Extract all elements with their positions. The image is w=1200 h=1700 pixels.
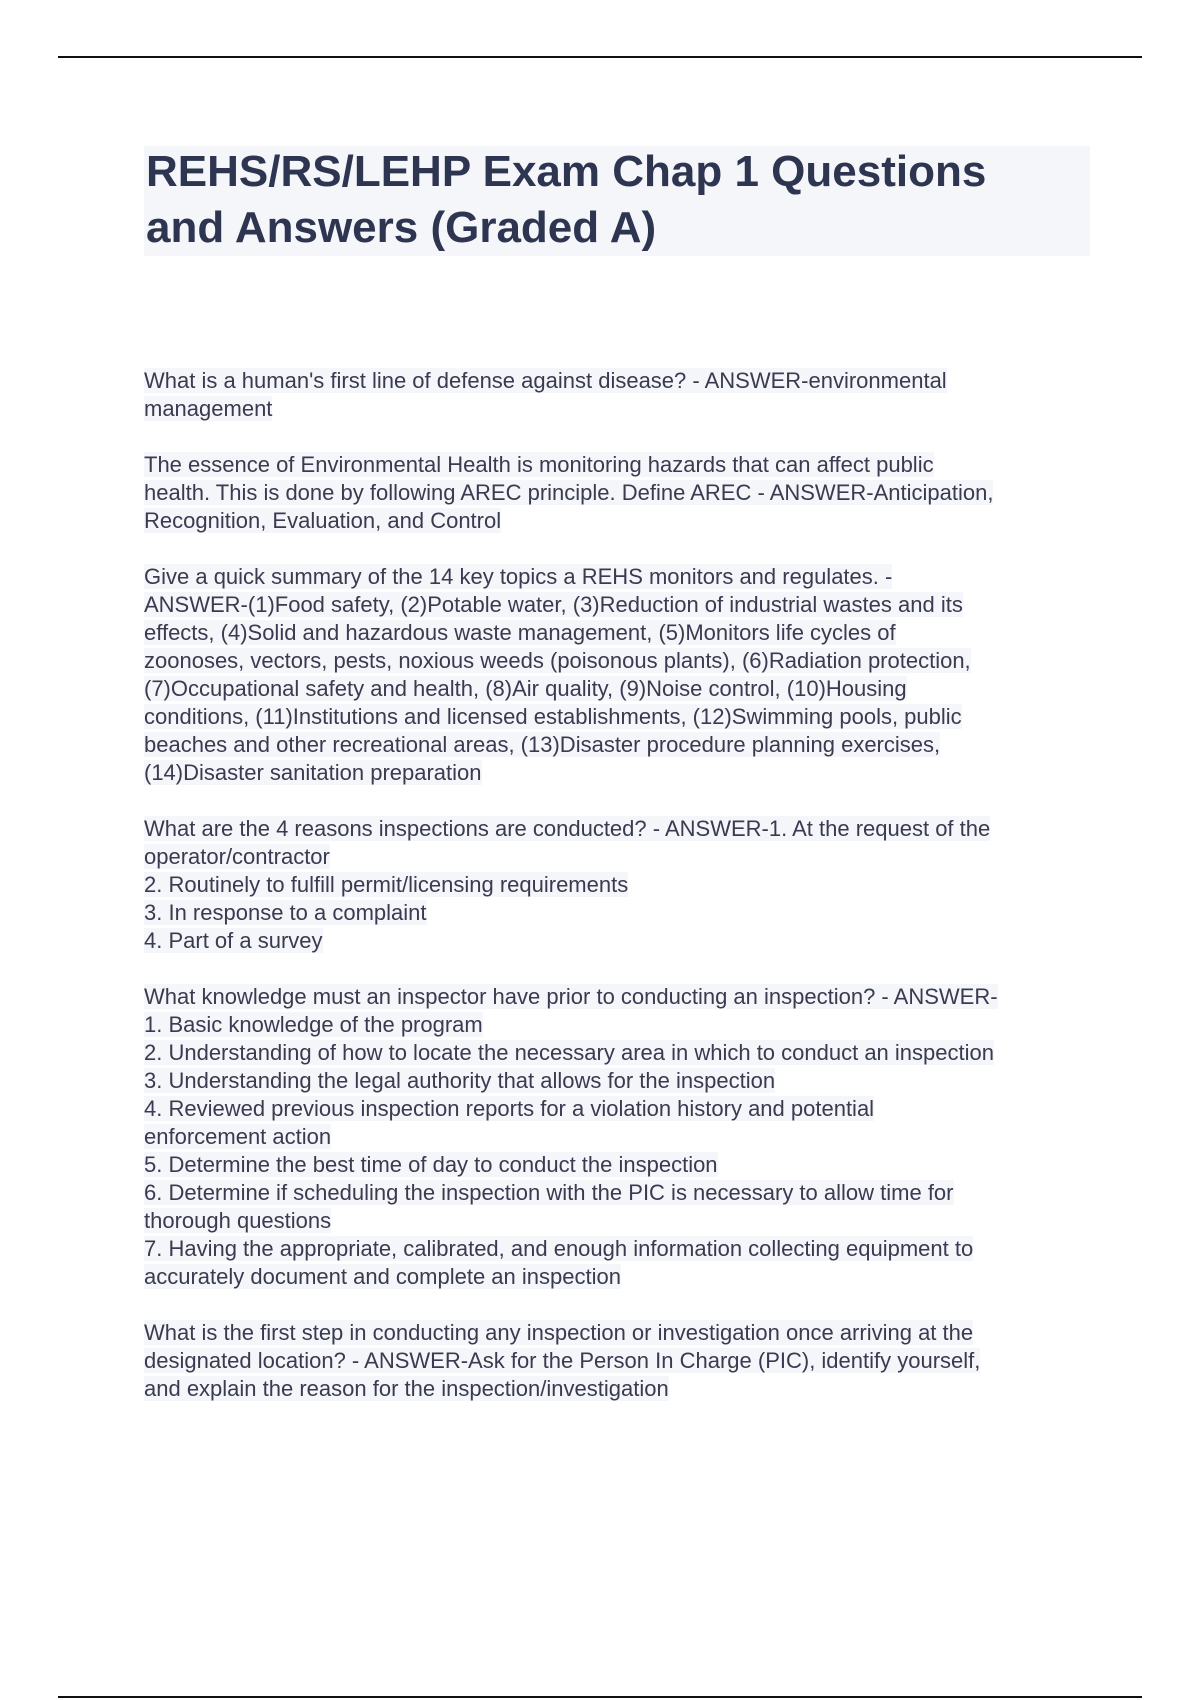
document-title xyxy=(146,144,1086,256)
qa-line: thorough questions xyxy=(144,1208,332,1233)
qa-line: 1. Basic knowledge of the program xyxy=(144,1012,483,1037)
bottom-divider xyxy=(58,1696,1142,1698)
qa-item xyxy=(144,367,1094,423)
qa-item xyxy=(144,563,1094,787)
qa-line: (7)Occupational safety and health, (8)Air quality, (9)Noise control, (10)Housing xyxy=(144,676,907,701)
qa-line: What are the 4 reasons inspections are conducted? - ANSWER-1. At the request of the xyxy=(144,816,991,841)
qa-line: 3. Understanding the legal authority that allows for the inspection xyxy=(144,1068,776,1093)
qa-item xyxy=(144,1319,1094,1403)
qa-line: management xyxy=(144,396,273,421)
qa-line: 2. Understanding of how to locate the necessary area in which to conduct an inspection xyxy=(144,1040,994,1065)
qa-line: What is the first step in conducting any inspection or investigation once arriving at the xyxy=(144,1320,974,1345)
qa-line: 4. Reviewed previous inspection reports for a violation history and potential xyxy=(144,1096,875,1121)
qa-line: operator/contractor xyxy=(144,844,330,869)
qa-line: conditions, (11)Institutions and licensed establishments, (12)Swimming pools, public xyxy=(144,704,962,729)
qa-line: Recognition, Evaluation, and Control xyxy=(144,508,502,533)
qa-line: effects, (4)Solid and hazardous waste management, (5)Monitors life cycles of xyxy=(144,620,896,645)
qa-item xyxy=(144,451,1094,535)
qa-line: Give a quick summary of the 14 key topics a REHS monitors and regulates. - xyxy=(144,564,893,589)
qa-list xyxy=(144,367,1094,1431)
qa-item xyxy=(144,983,1094,1291)
qa-line: health. This is done by following AREC principle. Define AREC - ANSWER-Anticipation, xyxy=(144,480,994,505)
qa-line: 7. Having the appropriate, calibrated, and enough information collecting equipment to xyxy=(144,1236,974,1261)
qa-line: 3. In response to a complaint xyxy=(144,900,427,925)
title-line: REHS/RS/LEHP Exam Chap 1 Questions xyxy=(146,147,987,196)
qa-line: What is a human's first line of defense against disease? - ANSWER-environmental xyxy=(144,368,947,393)
qa-line: enforcement action xyxy=(144,1124,332,1149)
qa-line: and explain the reason for the inspection/investigation xyxy=(144,1376,669,1401)
title-line: and Answers (Graded A) xyxy=(146,203,657,252)
qa-line: ANSWER-(1)Food safety, (2)Potable water, (3)Reduction of industrial wastes and its xyxy=(144,592,963,617)
qa-line: 6. Determine if scheduling the inspection with the PIC is necessary to allow time for xyxy=(144,1180,954,1205)
qa-item xyxy=(144,815,1094,955)
qa-line: What knowledge must an inspector have prior to conducting an inspection? - ANSWER- xyxy=(144,984,998,1009)
qa-line: zoonoses, vectors, pests, noxious weeds (poisonous plants), (6)Radiation protection, xyxy=(144,648,971,673)
qa-line: (14)Disaster sanitation preparation xyxy=(144,760,482,785)
qa-line: The essence of Environmental Health is monitoring hazards that can affect public xyxy=(144,452,934,477)
qa-line: designated location? - ANSWER-Ask for the Person In Charge (PIC), identify yourself, xyxy=(144,1348,981,1373)
qa-line: 4. Part of a survey xyxy=(144,928,323,953)
qa-line: beaches and other recreational areas, (13)Disaster procedure planning exercises, xyxy=(144,732,941,757)
top-divider xyxy=(58,56,1142,58)
qa-line: 2. Routinely to fulfill permit/licensing requirements xyxy=(144,872,629,897)
qa-line: accurately document and complete an inspection xyxy=(144,1264,621,1289)
qa-line: 5. Determine the best time of day to conduct the inspection xyxy=(144,1152,718,1177)
